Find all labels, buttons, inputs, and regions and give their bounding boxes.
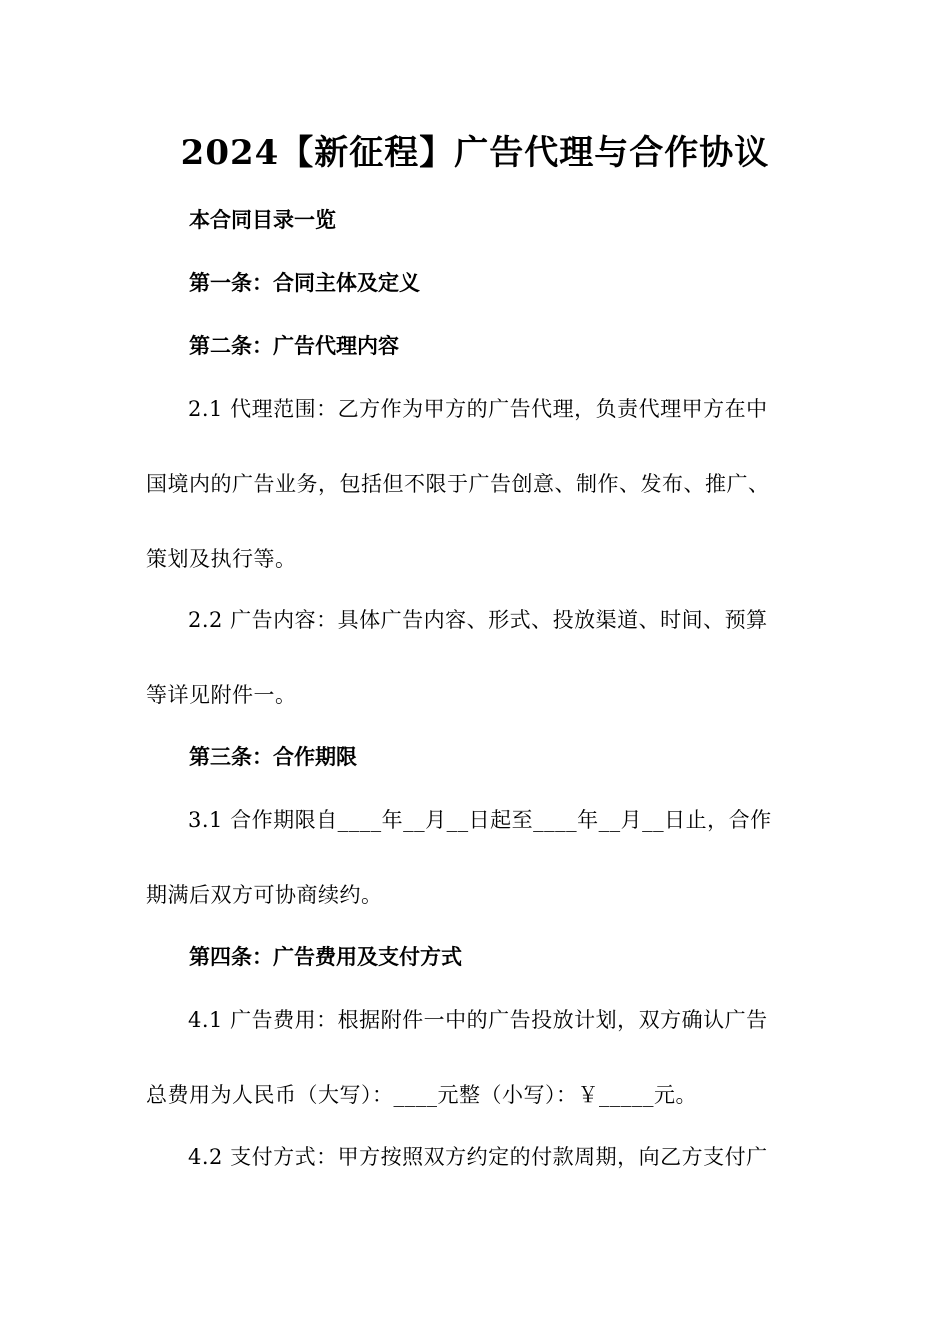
clause-4-2-line-1: 4.2 支付方式：甲方按照双方约定的付款周期，向乙方支付广 [188,1145,768,1169]
clause-2-1-line-3: 策划及执行等。 [146,547,297,571]
clause-4-1-line-1: 4.1 广告费用：根据附件一中的广告投放计划，双方确认广告 [188,1008,768,1032]
clause-2-1-line-1: 2.1 代理范围：乙方作为甲方的广告代理，负责代理甲方在中 [188,397,768,421]
toc-heading: 本合同目录一览 [189,207,336,232]
clause-2-1 [146,372,806,597]
clause-4-2 [146,1120,806,1195]
clause-2-2-line-1: 2.2 广告内容：具体广告内容、形式、投放渠道、时间、预算 [188,608,768,632]
section-2-heading: 第二条：广告代理内容 [189,333,399,358]
clause-3-1 [146,783,806,933]
clause-4-1-line-2: 总费用为人民币（大写）：____元整（小写）：￥_____元。 [146,1083,697,1107]
clause-4-1 [146,983,806,1133]
clause-2-2 [146,583,806,733]
section-3-heading: 第三条：合作期限 [189,744,357,769]
section-1-heading: 第一条：合同主体及定义 [189,270,420,295]
document-title: 2024【新征程】广告代理与合作协议 [180,133,770,173]
clause-2-2-line-2: 等详见附件一。 [146,683,297,707]
section-4-heading: 第四条：广告费用及支付方式 [189,944,462,969]
clause-2-1-line-2: 国境内的广告业务，包括但不限于广告创意、制作、发布、推广、 [146,472,770,496]
clause-3-1-line-2: 期满后双方可协商续约。 [146,883,383,907]
clause-3-1-line-1: 3.1 合作期限自____年__月__日起至____年__月__日止，合作 [188,808,772,832]
